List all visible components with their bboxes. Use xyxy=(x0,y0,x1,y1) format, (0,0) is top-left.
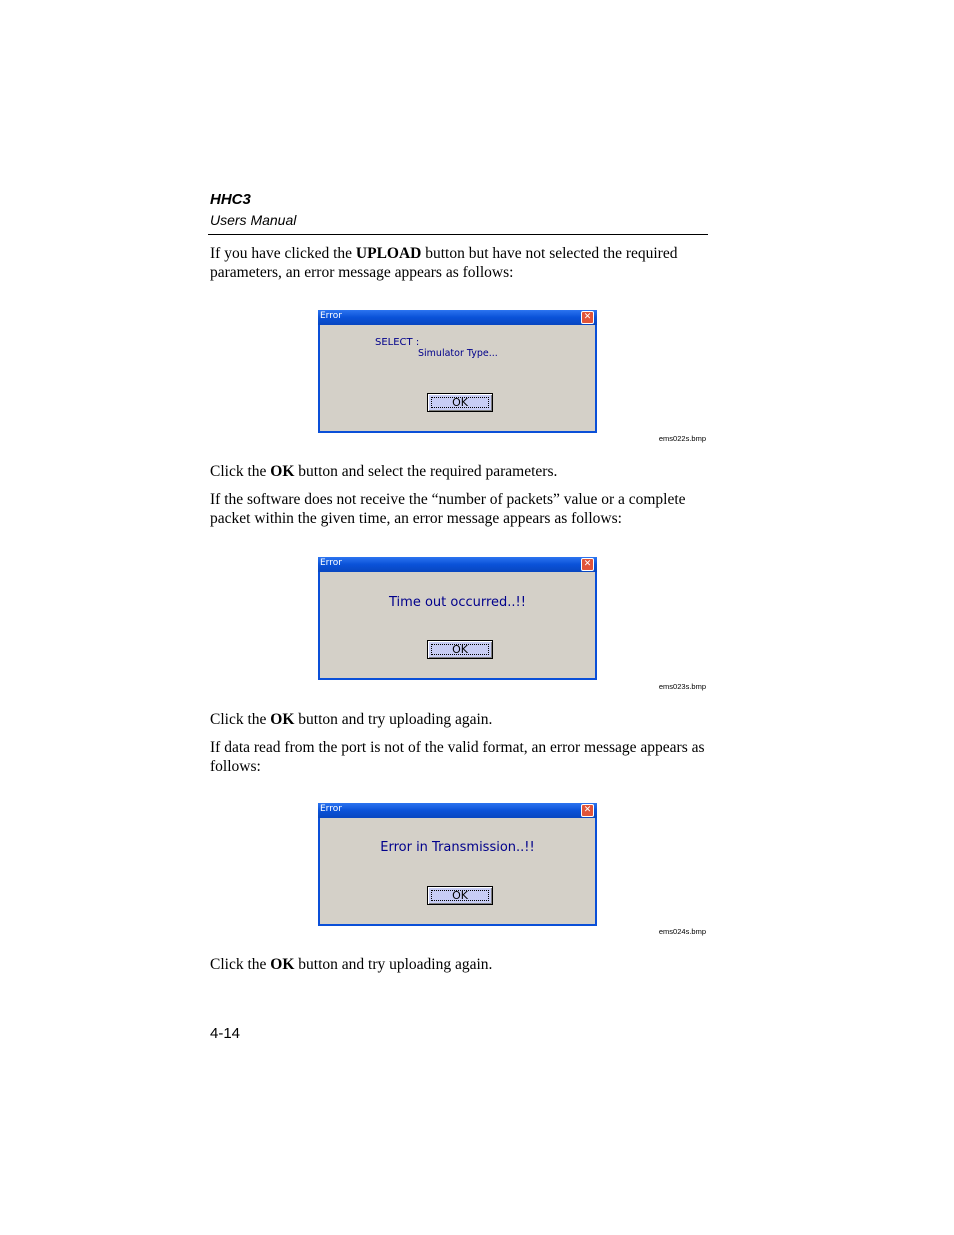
figure-caption: ems022s.bmp xyxy=(658,434,706,443)
dialog-titlebar xyxy=(318,803,597,818)
dialog-message-transmission: Error in Transmission..!! xyxy=(380,840,535,855)
focus-ring xyxy=(431,890,489,901)
header-subtitle: Users Manual xyxy=(210,212,297,228)
ok-button[interactable]: OK xyxy=(427,640,493,659)
ok-button[interactable]: OK xyxy=(427,886,493,905)
dialog-title: Error xyxy=(320,558,342,568)
focus-ring xyxy=(431,644,489,655)
figure-caption: ems024s.bmp xyxy=(658,927,706,936)
dialog-title: Error xyxy=(320,311,342,321)
ok-button[interactable]: OK xyxy=(427,393,493,412)
close-icon[interactable]: ✕ xyxy=(581,804,594,817)
focus-ring xyxy=(431,397,489,408)
paragraph-click-ok-retry: Click the OK button and try uploading again. xyxy=(210,711,493,728)
header-title: HHC3 xyxy=(210,191,251,208)
paragraph-click-ok-retry-2: Click the OK button and try uploading again. xyxy=(210,956,493,973)
dialog-message-select: SELECT : xyxy=(375,337,420,348)
header-divider xyxy=(208,234,708,235)
figure-caption: ems023s.bmp xyxy=(658,682,706,691)
paragraph-timeout-intro: If the software does not receive the “number of packets” value or a complete packet within the given time, an error message appears as follows: xyxy=(210,491,686,527)
error-dialog-timeout xyxy=(318,557,597,680)
close-icon[interactable]: ✕ xyxy=(581,558,594,571)
dialog-title: Error xyxy=(320,804,342,814)
paragraph-invalid-format-intro: If data read from the port is not of the valid format, an error message appears as follows: xyxy=(210,739,705,775)
paragraph-click-ok-select: Click the OK button and select the required parameters. xyxy=(210,463,558,480)
page-number: 4-14 xyxy=(210,1025,241,1042)
paragraph-upload-intro: If you have clicked the UPLOAD button but have not selected the required parameters, an error message appears as follows: xyxy=(210,245,678,281)
dialog-titlebar xyxy=(318,310,597,325)
error-dialog-select xyxy=(318,310,597,433)
dialog-titlebar xyxy=(318,557,597,572)
dialog-message-timeout: Time out occurred..!! xyxy=(389,595,526,610)
dialog-message-simulator-type: Simulator Type... xyxy=(418,348,498,359)
error-dialog-transmission xyxy=(318,803,597,926)
close-icon[interactable]: ✕ xyxy=(581,311,594,324)
